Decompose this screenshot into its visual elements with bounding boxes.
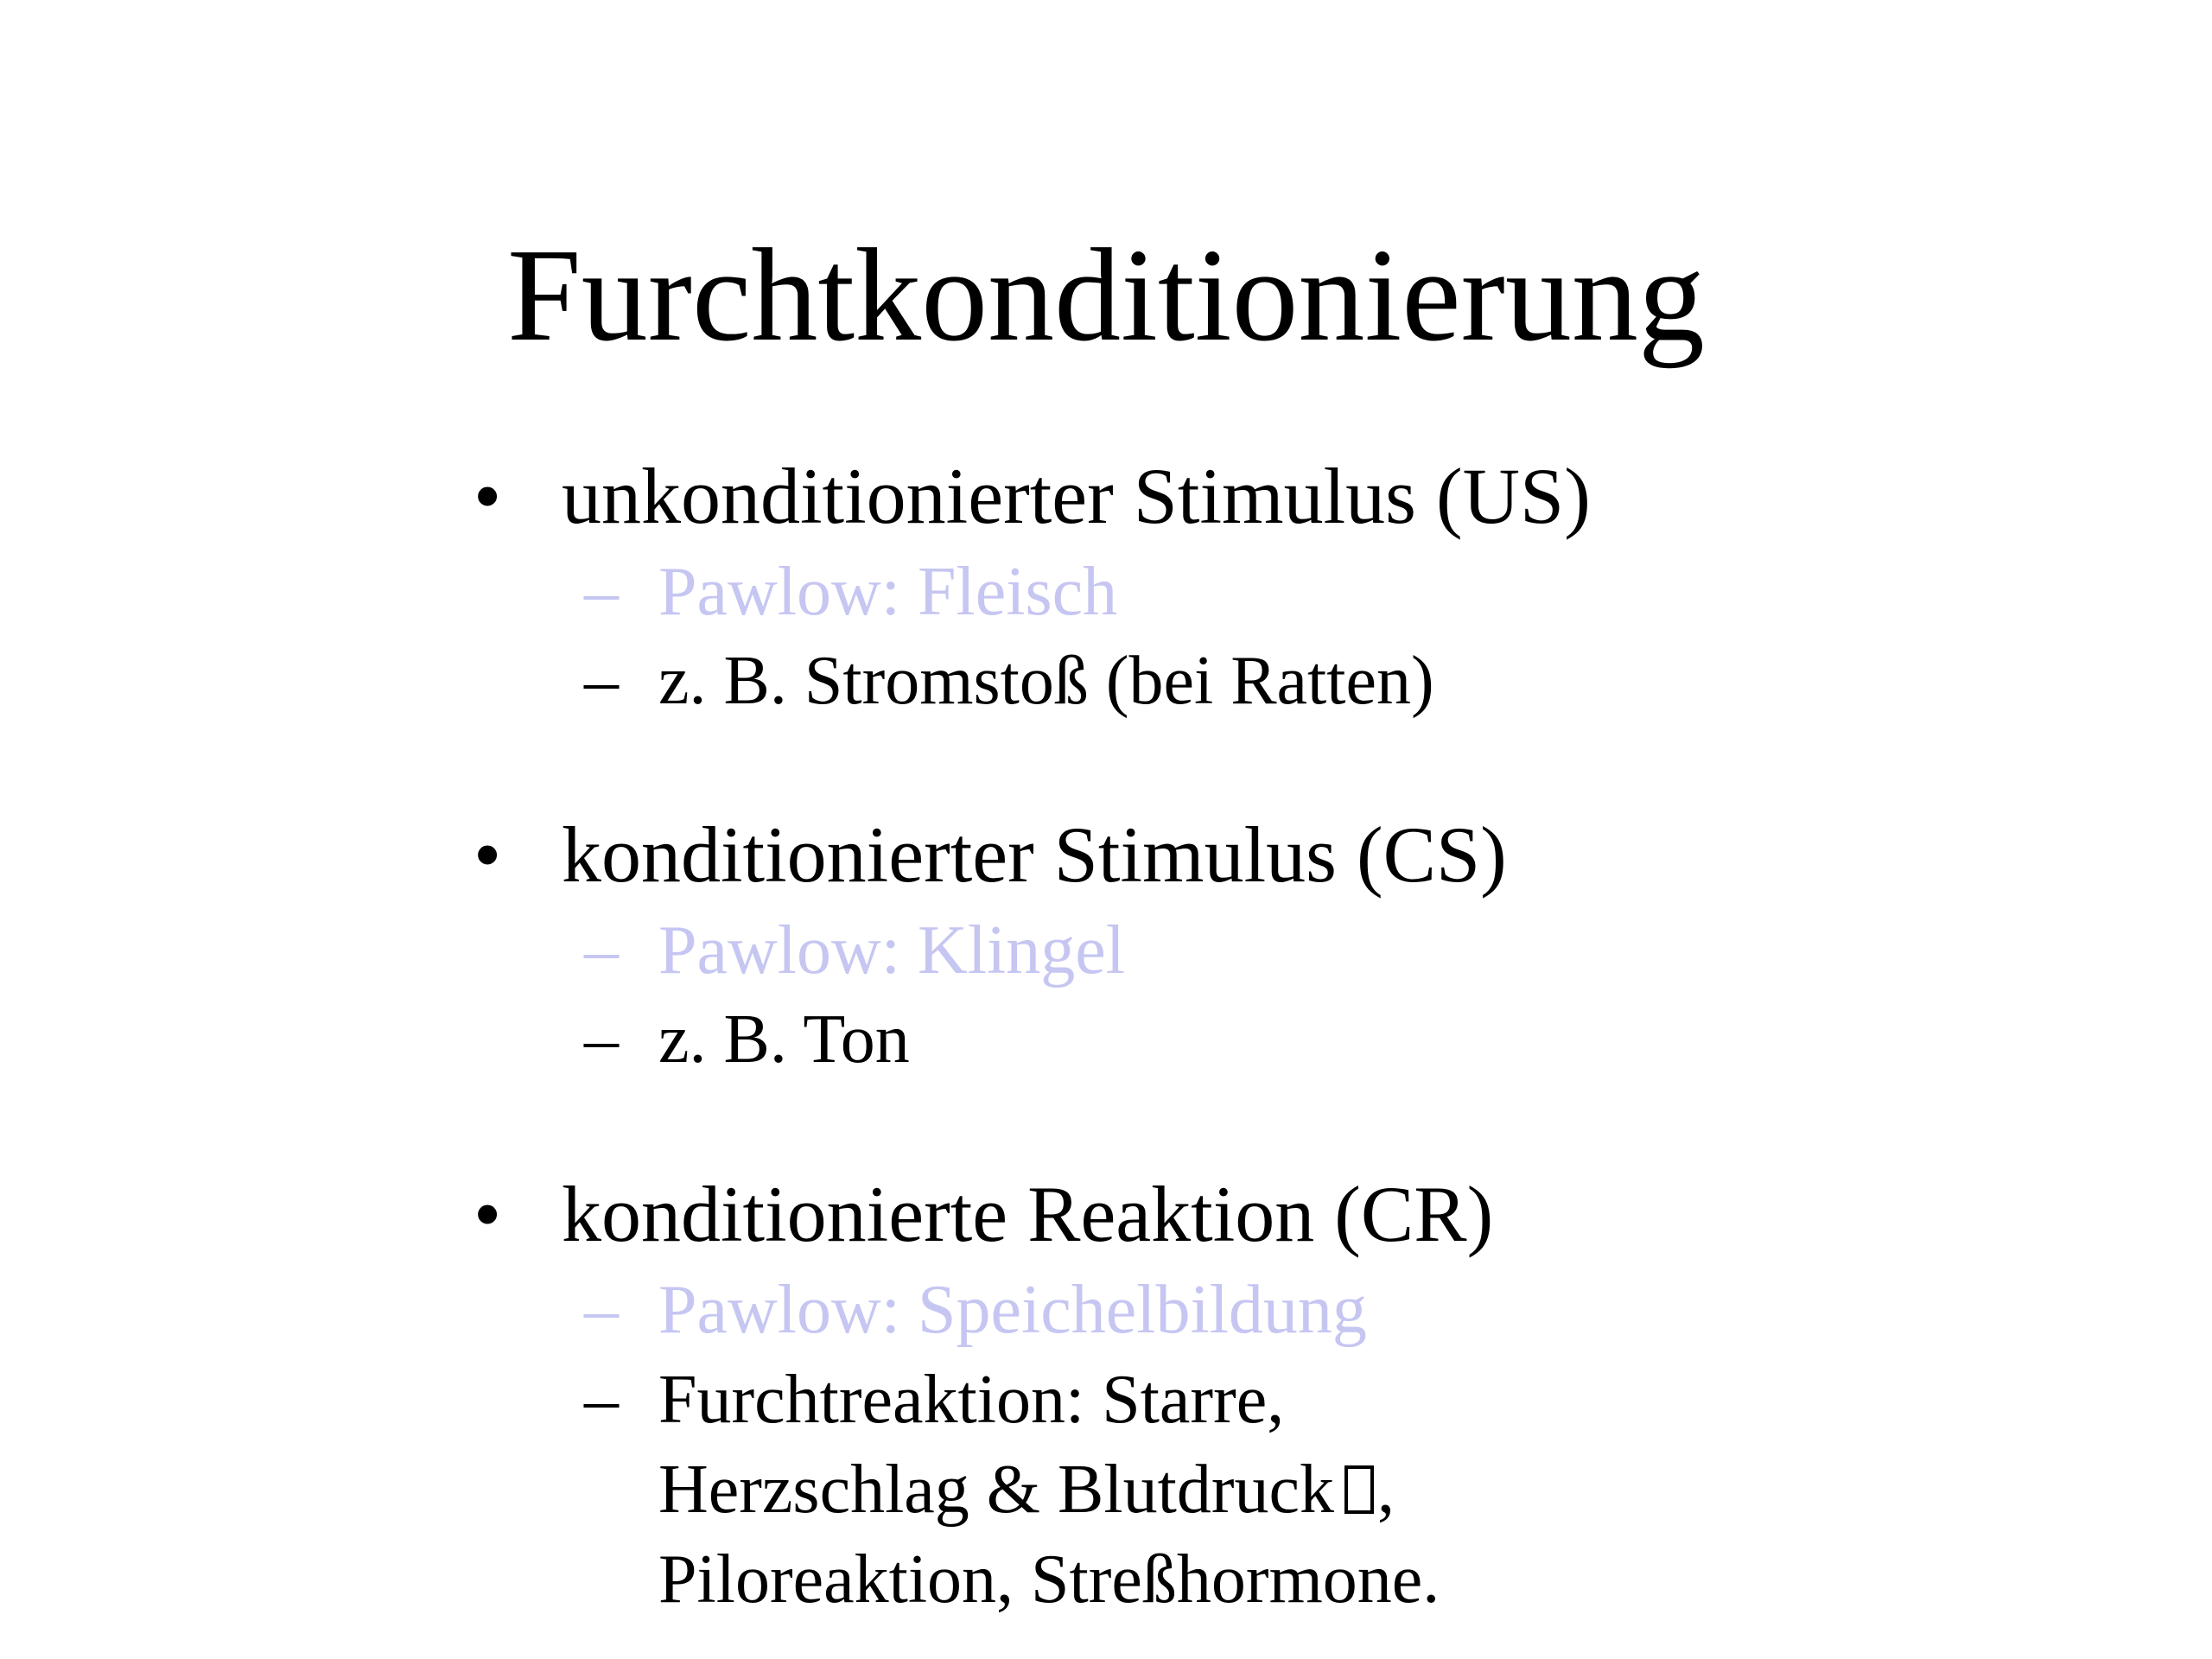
dash-icon: –	[584, 643, 619, 719]
sub-item-text: Pawlow: Fleisch	[658, 554, 1118, 630]
continuation-text: Piloreaktion, Streßhormone.	[658, 1541, 1440, 1618]
dash-icon: –	[584, 1272, 619, 1348]
sub-item-text: z. B. Ton	[658, 1001, 910, 1077]
sub-item-text: Pawlow: Klingel	[658, 912, 1125, 988]
bullet-item-label: konditionierter Stimulus (CS)	[562, 810, 1507, 899]
dash-icon: –	[584, 1362, 619, 1438]
sub-item-text: z. B. Stromstoß (bei Ratten)	[658, 643, 1434, 719]
bullet-item-label: unkonditionierter Stimulus (US)	[562, 452, 1591, 540]
bullet-point-icon: •	[474, 452, 502, 540]
dash-icon: –	[584, 912, 619, 988]
missing-glyph-icon	[1344, 1465, 1374, 1514]
bullet-point-icon: •	[474, 810, 502, 899]
bullet-item-label: konditionierte Reaktion (CR)	[562, 1170, 1494, 1258]
sub-item-text: Pawlow: Speichelbildung	[658, 1272, 1367, 1348]
sub-item-text: Furchtreaktion: Starre,	[658, 1362, 1285, 1438]
continuation-text: Herzschlag & Blutdruck	[658, 1452, 1334, 1528]
bullet-point-icon: •	[474, 1170, 502, 1258]
continuation-text: ,	[1377, 1452, 1395, 1528]
slide-title: Furchtkonditionierung	[507, 222, 1705, 369]
sub-item-continuation-line	[658, 1536, 1440, 1623]
sub-item-continuation-line	[658, 1446, 1395, 1533]
dash-icon: –	[584, 554, 619, 630]
dash-icon: –	[584, 1001, 619, 1077]
